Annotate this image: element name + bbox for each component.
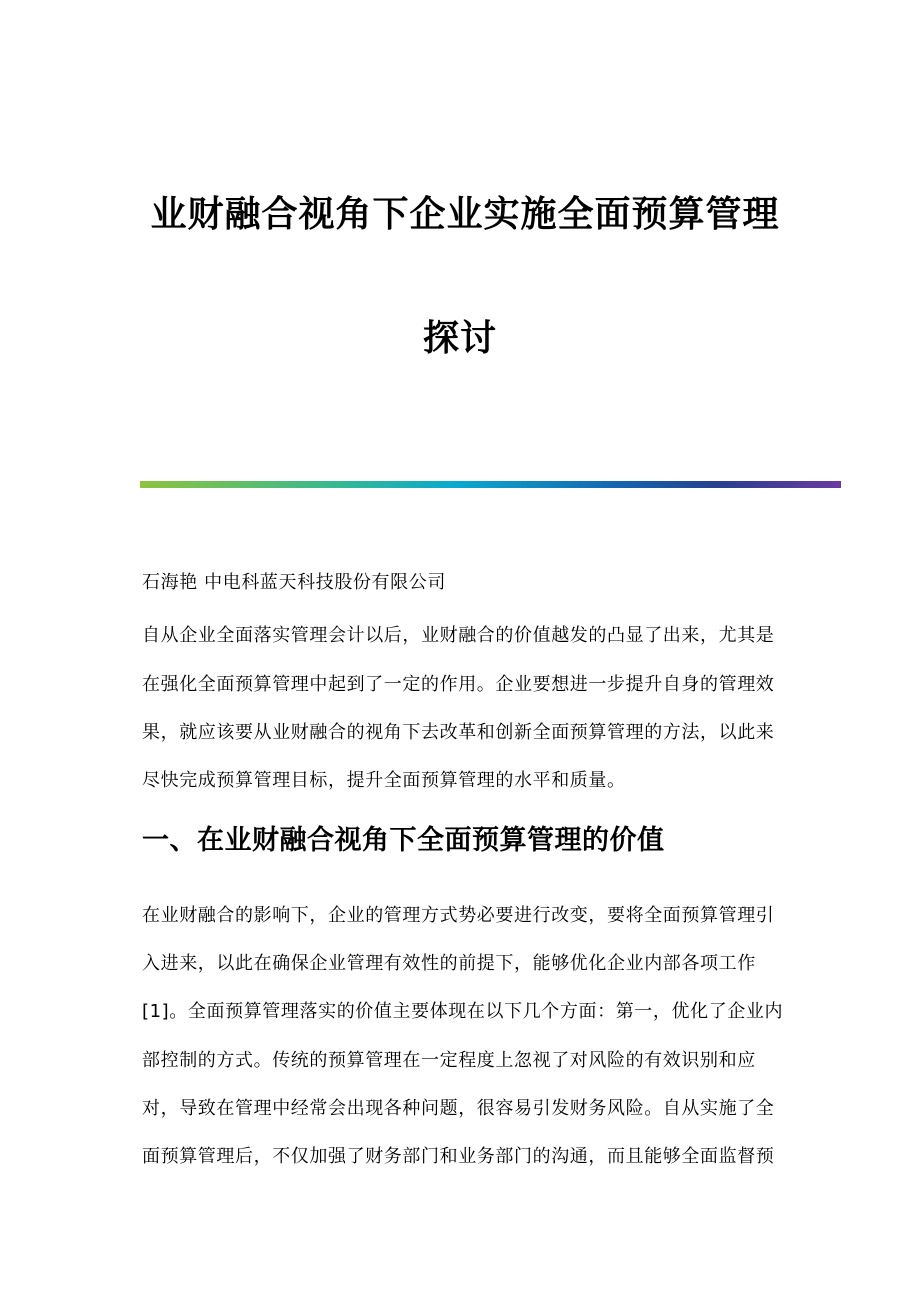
gradient-divider <box>140 481 841 488</box>
document-title-line-2: 探讨 <box>422 317 497 359</box>
document-title-line-1: 业财融合视角下企业实施全面预算管理 <box>150 193 780 235</box>
body-line: 面预算管理后，不仅加强了财务部门和业务部门的沟通，而且能够全面监督预 <box>142 1146 775 1167</box>
abstract-line: 在强化全面预算管理中起到了一定的作用。企业要想进一步提升自身的管理效 <box>142 674 775 695</box>
body-line: 在业财融合的影响下，企业的管理方式势必要进行改变，要将全面预算管理引 <box>142 905 775 926</box>
author-line: 石海艳 中电科蓝天科技股份有限公司 <box>142 572 446 593</box>
section-heading: 一、在业财融合视角下全面预算管理的价值 <box>142 825 665 856</box>
abstract-line: 自从企业全面落实管理会计以后，业财融合的价值越发的凸显了出来，尤其是 <box>142 625 775 646</box>
body-line: 对，导致在管理中经常会出现各种问题，很容易引发财务风险。自从实施了全 <box>142 1098 775 1119</box>
body-line: [1]。全面预算管理落实的价值主要体现在以下几个方面：第一，优化了企业内 <box>142 1001 784 1022</box>
abstract-line: 果，就应该要从业财融合的视角下去改革和创新全面预算管理的方法，以此来 <box>142 722 775 743</box>
body-line: 部控制的方式。传统的预算管理在一定程度上忽视了对风险的有效识别和应 <box>142 1050 756 1071</box>
body-line: 入进来，以此在确保企业管理有效性的前提下，能够优化企业内部各项工作 <box>142 953 756 974</box>
abstract-line: 尽快完成预算管理目标，提升全面预算管理的水平和质量。 <box>142 770 626 791</box>
